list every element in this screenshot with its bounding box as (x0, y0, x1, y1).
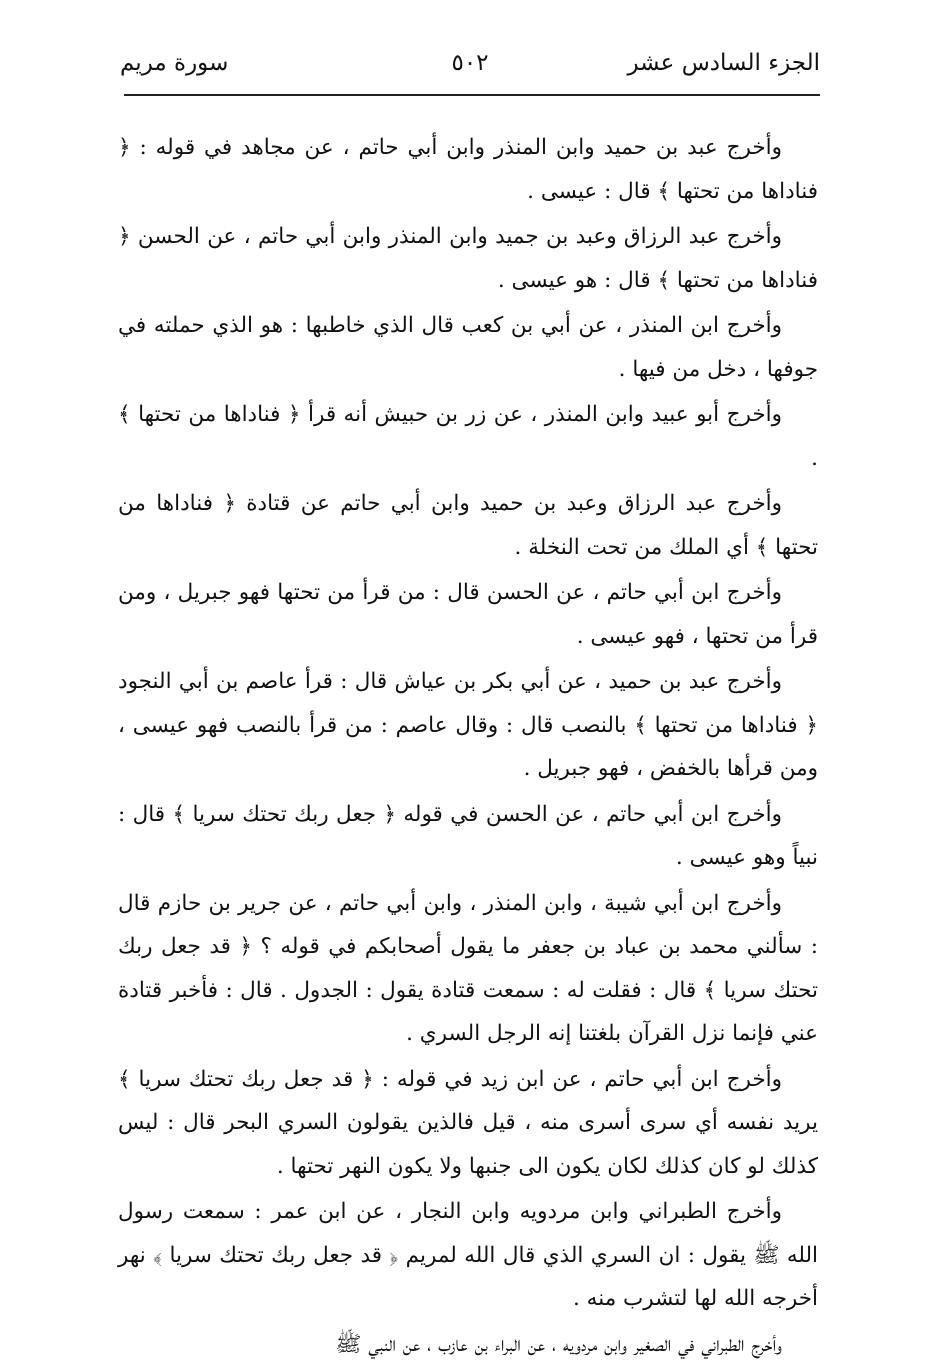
page-number: ٥٠٢ (451, 50, 489, 76)
paragraph: وأخرج الطبراني وابن مردويه وابن النجار ، عن ابن عمر : سمعت رسول الله ﷺ يقول : ان السري الذي قال الله لمريم ﴿ قد جعل ربك تحتك سريا ﴾ نهر أخرجه الله لها لتشرب منه . (118, 1199, 818, 1311)
paragraph: وأخرج ابن أبي حاتم ، عن الحسن في قوله ﴿ جعل ربك تحتك سريا ﴾ قال : نبياً وهو عيسى . (118, 801, 818, 870)
paragraph: وأخرج الطبراني في الصغير وابن مردويه ، عن البراء بن عازب ، عن النبي ﷺ (335, 1331, 782, 1357)
paragraph: وأخرج ابن المنذر ، عن أبي بن كعب قال الذي خاطبها : هو الذي حملته في جوفها ، دخل من فيها . (118, 313, 818, 382)
page-body (118, 126, 818, 1368)
paragraph: وأخرج ابن أبي حاتم ، عن الحسن قال : من قرأ من تحتها فهو جبريل ، ومن قرأ من تحتها ، فهو عيسى . (118, 580, 818, 649)
surah-title: سورة مريم (120, 50, 229, 76)
paragraph: وأخرج عبد بن حميد وابن المنذر وابن أبي حاتم ، عن مجاهد في قوله : ﴿ فناداها من تحتها ﴾ قال : عيسى . (118, 135, 818, 204)
paragraph: وأخرج عبد بن حميد ، عن أبي بكر بن عياش قال : قرأ عاصم بن أبي النجود ﴿ فناداها من تحتها ﴾ بالنصب قال : وقال عاصم : من قرأ بالنصب فهو عيسى ، ومن قرأها بالخفض ، فهو جبريل . (118, 669, 818, 781)
header-rule (124, 94, 820, 96)
paragraph: وأخرج ابن أبي حاتم ، عن ابن زيد في قوله : ﴿ قد جعل ربك تحتك سريا ﴾ يريد نفسه أي سرى أسرى منه ، قيل فالذين يقولون السري البحر قال : ليس كذلك لو كان كذلك لكان يكون الى جنبها ولا يكون النهر تحتها . (118, 1066, 818, 1179)
paragraph: وأخرج عبد الرزاق وعبد بن جميد وابن المنذر وابن أبي حاتم ، عن الحسن ﴿ فناداها من تحتها ﴾ قال : هو عيسى . (118, 224, 818, 293)
part-title: الجزء السادس عشر (627, 50, 820, 76)
paragraph: وأخرج ابن أبي شيبة ، وابن المنذر ، وابن أبي حاتم ، عن جرير بن حازم قال : سألني محمد بن عباد بن جعفر ما يقول أصحابكم في قوله ؟ ﴿ قد جعل ربك تحتك سريا ﴾ قال : فقلت له : سمعت قتادة يقول : الجدول . قال : فأخبر قتادة عني فإنما نزل القرآن بلغتنا إنه الرجل السري . (118, 890, 818, 1046)
paragraph: وأخرج أبو عبيد وابن المنذر ، عن زر بن حبيش أنه قرأ ﴿ فناداها من تحتها ﴾ . (118, 402, 818, 471)
paragraph: وأخرج عبد الرزاق وعبد بن حميد وابن أبي حاتم عن قتادة ﴿ فناداها من تحتها ﴾ أي الملك من تحت النخلة . (118, 491, 818, 560)
page-header (120, 44, 820, 94)
